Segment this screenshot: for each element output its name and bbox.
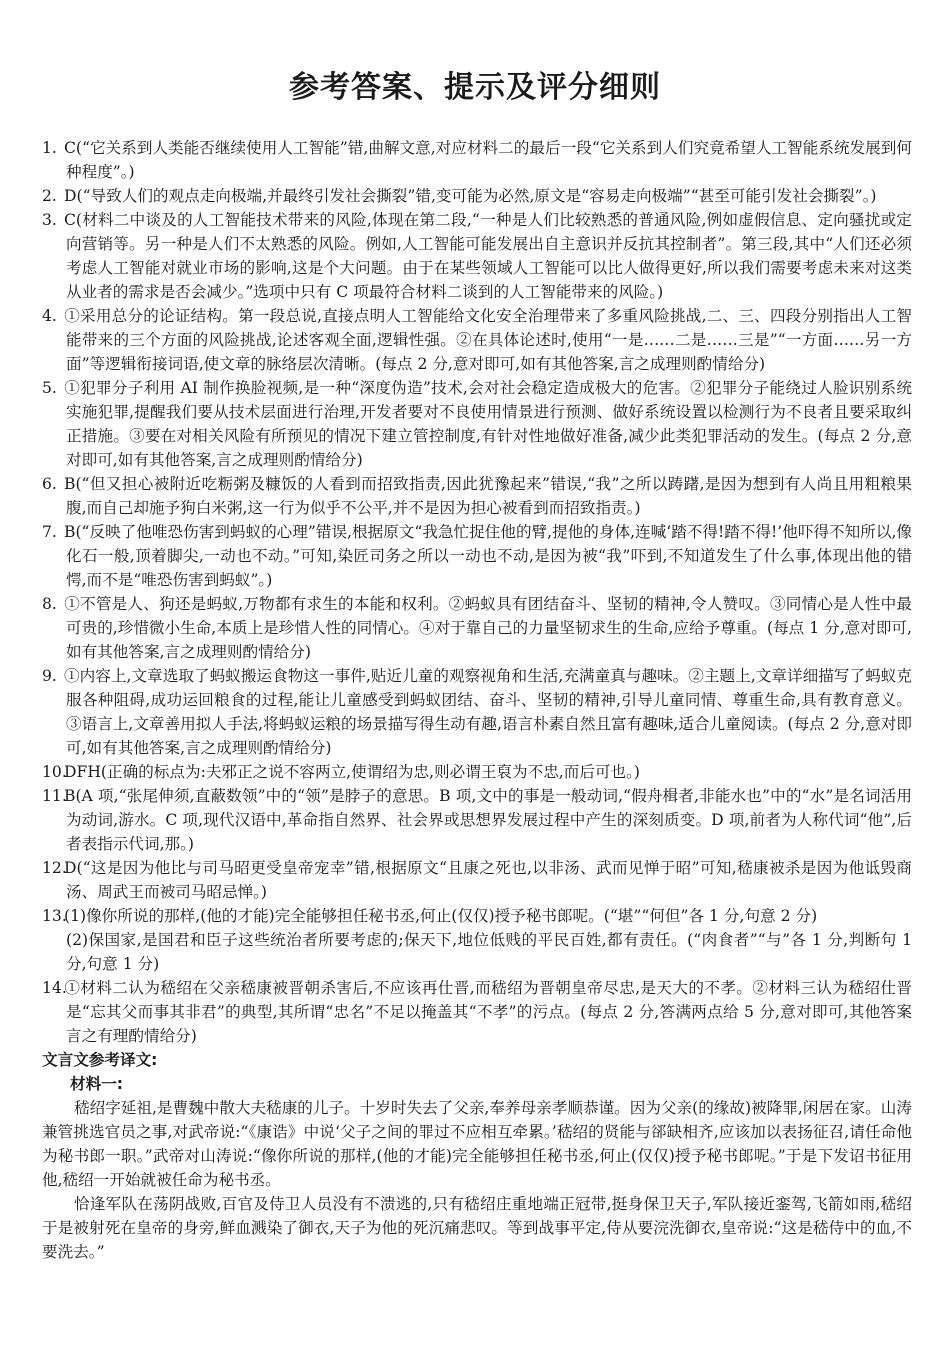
answer-number: 13. xyxy=(42,907,67,925)
answer-number: 7. xyxy=(42,523,57,541)
page-title: 参考答案、提示及评分细则 xyxy=(289,70,661,105)
answer-text: B(A 项,“张尾伸须,直蔽数领”中的“领”是脖子的意思。B 项,文中的事是一般动词,“假舟楫者,非能水也”中的“水”是名词活用为动词,游水。C 项,现代汉语中,革命指自然界、社会界或思想界发展过程中产生的深刻质变。D 项,前者为人称代词“他”,后者表指示代词,那。) xyxy=(64,787,912,853)
answer-item-13 xyxy=(42,904,912,928)
answer-item-11 xyxy=(42,784,912,856)
answer-item-6 xyxy=(42,472,912,520)
material-one-heading: 材料一: xyxy=(70,1075,124,1093)
answer-text: D(“导致人们的观点走向极端,并最终引发社会撕裂”错,变可能为必然,原文是“容易走向极端”“甚至可能引发社会撕裂”。) xyxy=(64,187,877,205)
answer-number: 10. xyxy=(42,763,67,781)
answer-item-10 xyxy=(42,760,912,784)
answer-number: 8. xyxy=(42,595,57,613)
answer-text: ①采用总分的论证结构。第一段总说,直接点明人工智能给文化安全治理带来了多重风险挑战,二、三、四段分别指出人工智能带来的三个方面的风险挑战,论述客观全面,逻辑性强。②在具体论述时,使用“一是……二是……三是”“一方面……另一方面”等逻辑衔接词语,使文章的脉络层次清晰。(每点 2 分,意对即可,如有其他答案,言之成理则酌情给分) xyxy=(64,307,912,373)
answer-text: C(“它关系到人类能否继续使用人工智能”错,曲解文意,对应材料二的最后一段“它关系到人们究竟希望人工智能系统发展到何种程度”。) xyxy=(64,139,912,181)
answer-text: ①内容上,文章选取了蚂蚁搬运食物这一事件,贴近儿童的观察视角和生活,充满童真与趣味。②主题上,文章详细描写了蚂蚁克服各种阻碍,成功运回粮食的过程,能让儿童感受到蚂蚁团结、奋斗、坚韧的精神,引导儿童同情、尊重生命,具有教育意义。③语言上,文章善用拟人手法,将蚂蚁运粮的场景描写得生动有趣,语言朴素自然且富有趣味,适合儿童阅读。(每点 2 分,意对即可,如有其他答案,言之成理则酌情给分) xyxy=(64,667,912,757)
answer-number: 9. xyxy=(42,667,57,685)
answer-text: C(材料二中谈及的人工智能技术带来的风险,体现在第二段,“一种是人们比较熟悉的普通风险,例如虚假信息、定向骚扰或定向营销等。另一种是人们不太熟悉的风险。例如,人工智能可能发展出自主意识并反抗其控制者”。第三段,其中“人们还必须考虑人工智能对就业市场的影响,这是个大问题。由于在某些领域人工智能可以比人做得更好,所以我们需要考虑未来对这类从业者的需求是否会减少。”选项中只有 C 项最符合材料二谈到的人工智能带来的风险。) xyxy=(64,211,912,301)
answer-item-4 xyxy=(42,304,912,376)
answer-item-2 xyxy=(42,184,912,208)
translation-paragraph: 嵇绍字延祖,是曹魏中散大夫嵇康的儿子。十岁时失去了父亲,奉养母亲孝顺恭谨。因为父亲(的缘故)被降罪,闲居在家。山涛兼管挑选官员之事,对武帝说:“《康诰》中说‘父子之间的罪过不应相互牵累。’嵇绍的贤能与郤缺相齐,应该加以表扬征召,请任命他为秘书郎一职。”武帝对山涛说:“像你所说的那样,(他的才能)完全能够担任秘书丞,何止(仅仅)授予秘书郎呢。”于是下发诏书征用他,嵇绍一开始就被任命为秘书丞。 xyxy=(42,1099,912,1189)
answer-text: (1)像你所说的那样,(他的才能)完全能够担任秘书丞,何止(仅仅)授予秘书郎呢。(“堪”“何但”各 1 分,句意 2 分) xyxy=(64,907,818,925)
translation-heading: 文言文参考译文: xyxy=(42,1051,158,1069)
answer-item-12 xyxy=(42,856,912,904)
answer-text: ①材料二认为嵇绍在父亲嵇康被晋朝杀害后,不应该再仕晋,而嵇绍为晋朝皇帝尽忠,是天大的不孝。②材料三认为嵇绍仕晋是“忘其父而事其非君”的典型,其所谓“忠名”不足以掩盖其“不孝”的污点。(每点 2 分,答满两点给 5 分,意对即可,其他答案言之有理酌情给分) xyxy=(64,979,912,1045)
answer-number: 3. xyxy=(42,211,57,229)
answer-text: DFH(正确的标点为:夫邪正之说不容两立,使谓绍为忠,则必谓王裒为不忠,而后可也。) xyxy=(64,763,641,781)
answer-content xyxy=(42,136,912,1264)
answer-item-3 xyxy=(42,208,912,304)
answer-item-8 xyxy=(42,592,912,664)
translation-paragraph: 恰逢军队在荡阴战败,百官及侍卫人员没有不溃逃的,只有嵇绍庄重地端正冠带,挺身保卫天子,军队接近銮驾,飞箭如雨,嵇绍于是被射死在皇帝的身旁,鲜血溅染了御衣,天子为他的死沉痛悲叹。等到战事平定,侍从要浣洗御衣,皇帝说:“这是嵇侍中的血,不要洗去。” xyxy=(42,1195,912,1261)
answer-number: 12. xyxy=(42,859,67,877)
answer-number: 2. xyxy=(42,187,57,205)
answer-number: 6. xyxy=(42,475,57,493)
answer-text: ①犯罪分子利用 AI 制作换脸视频,是一种“深度伪造”技术,会对社会稳定造成极大的危害。②犯罪分子能绕过人脸识别系统实施犯罪,提醒我们要从技术层面进行治理,开发者要对不良使用情景进行预测、做好系统设置以检测行为不良者且要采取纠正措施。③要在对相关风险有所预见的情况下建立管控制度,有针对性地做好准备,减少此类犯罪活动的发生。(每点 2 分,意对即可,如有其他答案,言之成理则酌情给分) xyxy=(64,379,912,469)
answer-text: B(“但又担心被附近吃粝粥及糠饭的人看到而招致指责,因此犹豫起来”错误,“我”之所以踌躇,是因为想到有人尚且用粗粮果腹,而自己却施予狗白米粥,这一行为似乎不公平,并不是因为担心被看到而招致指责。) xyxy=(64,475,912,517)
answer-item-7 xyxy=(42,520,912,592)
answer-text: B(“反映了他唯恐伤害到蚂蚁的心理”错误,根据原文“我急忙捉住他的臂,提他的身体,连喊‘踏不得!踏不得!’他吓得不知所以,像化石一般,顶着脚尖,一动也不动。”可知,染匠司务之所以一动也不动,是因为被“我”吓到,不知道发生了什么事,体现出他的错愕,而不是“唯恐伤害到蚂蚁”。) xyxy=(64,523,912,589)
answer-number: 1. xyxy=(42,139,57,157)
answer-number: 11. xyxy=(42,787,67,805)
answer-item-9 xyxy=(42,664,912,760)
answer-number: 14. xyxy=(42,979,67,997)
answer-item-13-part-2: (2)保国家,是国君和臣子这些统治者所要考虑的;保天下,地位低贱的平民百姓,都有责任。(“肉食者”“与”各 1 分,判断句 1 分,句意 1 分) xyxy=(66,931,912,973)
answer-item-14 xyxy=(42,976,912,1048)
answer-text: D(“这是因为他比与司马昭更受皇帝宠幸”错,根据原文“且康之死也,以非汤、武而见惮于昭”可知,嵇康被杀是因为他诋毁商汤、周武王而被司马昭忌惮。) xyxy=(64,859,912,901)
answer-number: 5. xyxy=(42,379,57,397)
answer-item-5 xyxy=(42,376,912,472)
answer-number: 4. xyxy=(42,307,57,325)
answer-text: ①不管是人、狗还是蚂蚁,万物都有求生的本能和权利。②蚂蚁具有团结奋斗、坚韧的精神,令人赞叹。③同情心是人性中最可贵的,珍惜微小生命,本质上是珍惜人性的同情心。④对于靠自己的力量坚韧求生的生命,应给予尊重。(每点 1 分,意对即可,如有其他答案,言之成理则酌情给分) xyxy=(64,595,912,661)
answer-item-1 xyxy=(42,136,912,184)
